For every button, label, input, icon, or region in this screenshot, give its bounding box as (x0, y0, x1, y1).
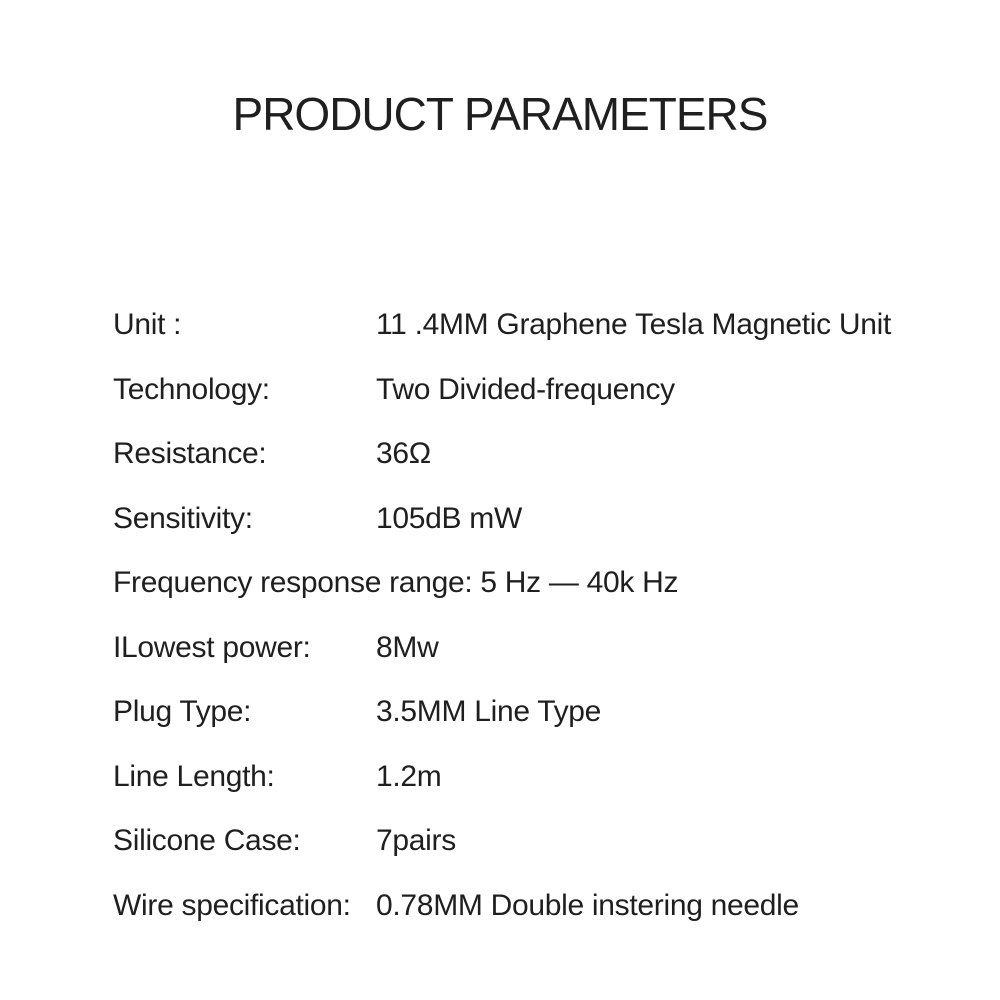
spec-value: 1.2m (376, 759, 442, 793)
spec-value: 7pairs (376, 824, 456, 858)
spec-row-wire-specification (113, 874, 1000, 939)
spec-value: 36Ω (376, 437, 431, 471)
spec-label: Resistance: (113, 437, 267, 471)
spec-row-silicone-case (113, 809, 1000, 874)
spec-row-plug-type (113, 680, 1000, 745)
spec-row-lowest-power (113, 616, 1000, 681)
spec-label: Plug Type: (113, 695, 252, 729)
spec-value: 105dB mW (376, 501, 522, 535)
spec-label: Wire specification: (113, 888, 351, 922)
spec-label: Technology: (113, 372, 270, 406)
spec-label: Sensitivity: (113, 501, 253, 535)
spec-label: Line Length: (113, 759, 275, 793)
spec-row-unit (113, 293, 1000, 358)
spec-row-resistance (113, 422, 1000, 487)
spec-row-frequency-response (113, 551, 1000, 616)
spec-label: Silicone Case: (113, 824, 301, 858)
spec-value: 3.5MM Line Type (376, 695, 602, 729)
spec-value: Two Divided-frequency (376, 372, 675, 406)
spec-list (0, 137, 1000, 938)
spec-value: 8Mw (376, 630, 439, 664)
spec-label: ILowest power: (113, 630, 311, 664)
spec-row-technology (113, 358, 1000, 423)
spec-label: Frequency response range: (113, 566, 473, 600)
spec-row-sensitivity (113, 487, 1000, 552)
page-title: PRODUCT PARAMETERS (232, 88, 768, 140)
spec-row-line-length (113, 745, 1000, 810)
spec-value: 11 .4MM Graphene Tesla Magnetic Unit (376, 308, 892, 342)
spec-value: 0.78MM Double instering needle (376, 888, 799, 922)
spec-value: 5 Hz — 40k Hz (480, 566, 679, 600)
spec-label: Unit : (113, 308, 182, 342)
